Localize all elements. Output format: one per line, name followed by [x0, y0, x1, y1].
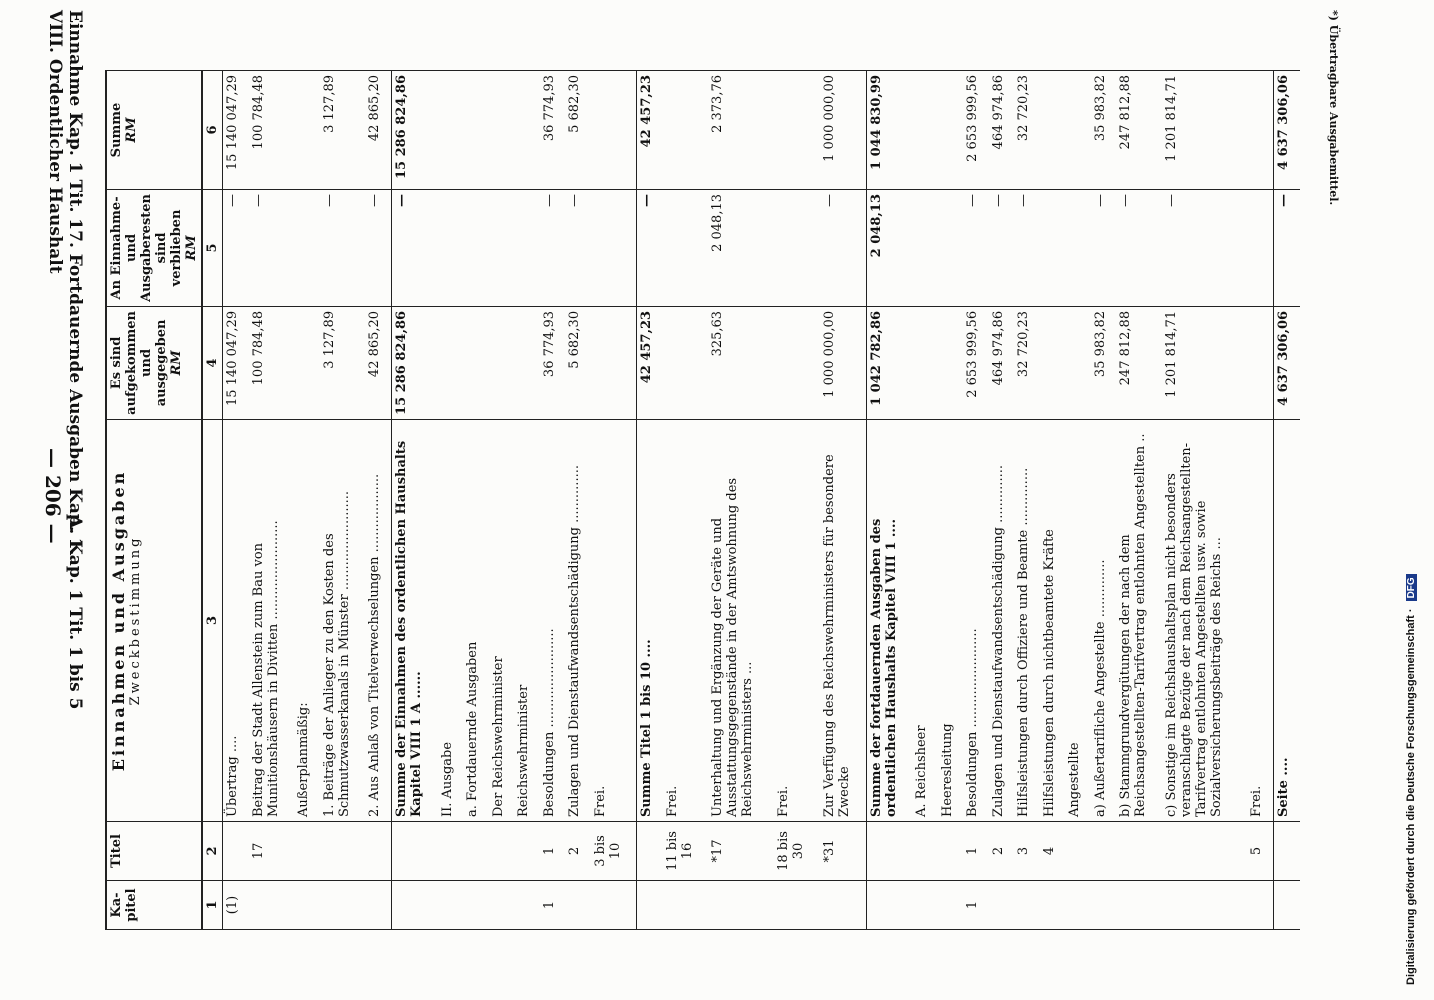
- remainder-cell: —: [249, 190, 295, 307]
- table-row: [320, 71, 366, 930]
- titel-cell: [938, 822, 963, 881]
- remainder-cell: —: [540, 190, 565, 307]
- table-row: [365, 71, 391, 930]
- table-row: [438, 71, 463, 930]
- purpose-cell: Frei.: [663, 419, 709, 821]
- purpose-cell: Besoldungen ........................: [963, 419, 988, 821]
- purpose-cell: a) Außertarifliche Angestellte ..............: [1091, 419, 1116, 821]
- total-cell: 15 140 047,29: [223, 71, 249, 190]
- titel-cell: [1065, 822, 1090, 881]
- remainder-cell: [438, 190, 463, 307]
- total-cell: [1247, 71, 1273, 190]
- table-row: [1247, 71, 1273, 930]
- titel-cell: [365, 822, 391, 881]
- kapitel-cell: [294, 881, 319, 930]
- purpose-cell: Heeresleitung: [938, 419, 963, 821]
- rotated-document: [15, 0, 1360, 1000]
- total-cell: 2 373,76: [708, 71, 774, 190]
- remainder-cell: —: [989, 190, 1014, 307]
- remainder-cell: 2 048,13: [708, 190, 774, 307]
- remainder-cell: —: [1116, 190, 1162, 307]
- kapitel-cell: [489, 881, 514, 930]
- table-row: [866, 71, 912, 930]
- titel-cell: 18 bis 30: [774, 822, 820, 881]
- table-row: [938, 71, 963, 930]
- table-row: [1116, 71, 1162, 930]
- col-number: 4: [202, 306, 223, 419]
- table-row: [1162, 71, 1248, 930]
- kapitel-cell: [820, 881, 866, 930]
- titel-cell: [223, 822, 249, 881]
- credit-text: Digitalisierung gefördert durch die Deutsche Forschungsgemeinschaft ·: [1405, 608, 1417, 985]
- kapitel-cell: [989, 881, 1014, 930]
- total-cell: 3 127,89: [320, 71, 366, 190]
- kapitel-cell: 1: [963, 881, 988, 930]
- amount-cell: 42 457,23: [637, 306, 663, 419]
- amount-cell: 247 812,88: [1116, 306, 1162, 419]
- footnote: *) Übertragbare Ausgabemittel.: [1327, 10, 1340, 206]
- purpose-cell: II. Ausgabe: [438, 419, 463, 821]
- table-row: [637, 71, 663, 930]
- total-cell: 4 637 306,06: [1274, 71, 1300, 190]
- purpose-cell: Frei.: [591, 419, 637, 821]
- titel-cell: 5: [1247, 822, 1273, 881]
- titel-cell: *17: [708, 822, 774, 881]
- header-right: A. Kap. 1 Tit. 1 bis 5: [65, 515, 85, 710]
- digitization-credit: [1405, 574, 1417, 985]
- titel-cell: [489, 822, 514, 881]
- remainder-cell: —: [1014, 190, 1039, 307]
- amount-cell: 3 127,89: [320, 306, 366, 419]
- amount-cell: 4 637 306,06: [1274, 306, 1300, 419]
- amount-cell: 15 286 824,86: [391, 306, 437, 419]
- kapitel-cell: [365, 881, 391, 930]
- amount-cell: [489, 306, 514, 419]
- total-cell: 464 974,86: [989, 71, 1014, 190]
- col-kapitel: Ka-pitel: [106, 881, 202, 930]
- amount-cell: [774, 306, 820, 419]
- table-row: [663, 71, 709, 930]
- remainder-cell: [938, 190, 963, 307]
- table-row: [565, 71, 590, 930]
- remainder-cell: [591, 190, 637, 307]
- amount-cell: 32 720,23: [1014, 306, 1039, 419]
- kapitel-cell: [514, 881, 539, 930]
- total-cell: 36 774,93: [540, 71, 565, 190]
- remainder-cell: —: [391, 190, 437, 307]
- total-cell: 247 812,88: [1116, 71, 1162, 190]
- total-cell: [663, 71, 709, 190]
- purpose-cell: Der Reichswehrminister: [489, 419, 514, 821]
- purpose-cell: Zur Verfügung des Reichswehrministers für besondere Zwecke: [820, 419, 866, 821]
- dfg-logo: DFG: [1406, 574, 1417, 601]
- table-row: [1014, 71, 1039, 930]
- table-body: [223, 71, 1301, 930]
- amount-cell: [294, 306, 319, 419]
- total-cell: [591, 71, 637, 190]
- kapitel-cell: [463, 881, 488, 930]
- titel-cell: *31: [820, 822, 866, 881]
- purpose-cell: Zulagen und Dienstaufwandsentschädigung ..............: [989, 419, 1014, 821]
- table-row: [463, 71, 488, 930]
- purpose-cell: Außerplanmäßig:: [294, 419, 319, 821]
- titel-cell: 1: [540, 822, 565, 881]
- kapitel-cell: [663, 881, 709, 930]
- col-verblieben: [106, 190, 202, 307]
- remainder-cell: [514, 190, 539, 307]
- total-cell: 2 653 999,56: [963, 71, 988, 190]
- remainder-cell: —: [1274, 190, 1300, 307]
- total-cell: 1 000 000,00: [820, 71, 866, 190]
- remainder-cell: [1247, 190, 1273, 307]
- unit-label: RM: [124, 117, 139, 143]
- total-cell: 32 720,23: [1014, 71, 1039, 190]
- table-row: [963, 71, 988, 930]
- amount-cell: 325,63: [708, 306, 774, 419]
- purpose-cell: c) Sonstige im Reichshaushaltsplan nicht besonders veranschlagte Bezüge der nach dem Reichsangestellten-Tarifvertrag entlohnten Angestellten usw. sowie Sozialversicherungsbeiträge des Reichs ...: [1162, 419, 1248, 821]
- page-number: — 206 —: [41, 448, 65, 544]
- titel-cell: [438, 822, 463, 881]
- col-number: 6: [202, 71, 223, 190]
- titel-cell: [463, 822, 488, 881]
- titel-cell: 3 bis 10: [591, 822, 637, 881]
- table-row: [1040, 71, 1065, 930]
- purpose-cell: Angestellte: [1065, 419, 1090, 821]
- titel-cell: 2: [565, 822, 590, 881]
- purpose-cell: A. Reichsheer: [912, 419, 937, 821]
- amount-cell: 100 784,48: [249, 306, 295, 419]
- titel-cell: [866, 822, 912, 881]
- purpose-cell: Frei.: [774, 419, 820, 821]
- col-number: 1: [202, 881, 223, 930]
- kapitel-cell: [1247, 881, 1273, 930]
- amount-cell: [463, 306, 488, 419]
- total-cell: [438, 71, 463, 190]
- kapitel-cell: [866, 881, 912, 930]
- table-row: [1091, 71, 1116, 930]
- remainder-cell: [774, 190, 820, 307]
- titel-cell: [514, 822, 539, 881]
- total-cell: 100 784,48: [249, 71, 295, 190]
- total-cell: 42 865,20: [365, 71, 391, 190]
- col-number: 2: [202, 822, 223, 881]
- purpose-cell: Zulagen und Dienstaufwandsentschädigung ..............: [565, 419, 590, 821]
- amount-cell: 36 774,93: [540, 306, 565, 419]
- total-cell: [774, 71, 820, 190]
- purpose-cell: Hilfsleistungen durch Offiziere und Beamte ..............: [1014, 419, 1039, 821]
- total-cell: 5 682,30: [565, 71, 590, 190]
- col-verblieben-label: An Einnahme- und Ausgaberesten sind verblieben: [109, 194, 184, 302]
- amount-cell: [514, 306, 539, 419]
- remainder-cell: [463, 190, 488, 307]
- kapitel-cell: [1065, 881, 1090, 930]
- purpose-cell: Reichswehrminister: [514, 419, 539, 821]
- amount-cell: 42 865,20: [365, 306, 391, 419]
- titel-cell: 4: [1040, 822, 1065, 881]
- titel-cell: [1162, 822, 1248, 881]
- unit-label: RM: [169, 350, 184, 376]
- purpose-cell: a. Fortdauernde Ausgaben: [463, 419, 488, 821]
- purpose-cell: 1. Beiträge der Anlieger zu den Kosten des Schmutzwasserkanals in Münster ........................: [320, 419, 366, 821]
- amount-cell: [591, 306, 637, 419]
- kapitel-cell: [774, 881, 820, 930]
- table-row: [708, 71, 774, 930]
- amount-cell: [938, 306, 963, 419]
- col-number: 5: [202, 190, 223, 307]
- table-row: [912, 71, 937, 930]
- amount-cell: 1 000 000,00: [820, 306, 866, 419]
- col-number: 3: [202, 419, 223, 821]
- amount-cell: [1247, 306, 1273, 419]
- purpose-cell: b) Stammgrundvergütungen der nach dem Reichsangestellten-Tarifvertrag entlohnten Angestellten ..: [1116, 419, 1162, 821]
- remainder-cell: —: [637, 190, 663, 307]
- table-row: [489, 71, 514, 930]
- remainder-cell: —: [820, 190, 866, 307]
- kapitel-cell: (1): [223, 881, 249, 930]
- remainder-cell: 2 048,13: [866, 190, 912, 307]
- column-number-row: [202, 71, 223, 930]
- col-aufgekommen-label: Es sind aufgekommen und ausgegeben: [109, 311, 169, 415]
- kapitel-cell: [1040, 881, 1065, 930]
- col-summe: [106, 71, 202, 190]
- purpose-cell: Hilfsleistungen durch nichtbeamtete Kräfte: [1040, 419, 1065, 821]
- kapitel-cell: [565, 881, 590, 930]
- kapitel-cell: [249, 881, 295, 930]
- remainder-cell: [912, 190, 937, 307]
- table-row: [774, 71, 820, 930]
- col-summe-label: Summe: [109, 102, 124, 158]
- kapitel-cell: [708, 881, 774, 930]
- col-zweck-sub: Zweckbestimmung: [128, 535, 143, 706]
- titel-cell: 17: [249, 822, 295, 881]
- purpose-cell: Summe der fortdauernden Ausgaben des ordentlichen Haushalts Kapitel VIII 1 ....: [866, 419, 912, 821]
- col-titel: Titel: [106, 822, 202, 881]
- table-row: [1065, 71, 1090, 930]
- table-row: [391, 71, 437, 930]
- header-subtitle: Einnahme Kap. 1 Tit. 17. Fortdauernde Ausgaben Kap. 1.: [65, 10, 85, 556]
- remainder-cell: —: [963, 190, 988, 307]
- total-cell: 15 286 824,86: [391, 71, 437, 190]
- amount-cell: 464 974,86: [989, 306, 1014, 419]
- total-cell: [294, 71, 319, 190]
- table-row: [249, 71, 295, 930]
- titel-cell: 1: [963, 822, 988, 881]
- titel-cell: [294, 822, 319, 881]
- amount-cell: 5 682,30: [565, 306, 590, 419]
- kapitel-cell: [1162, 881, 1248, 930]
- table-row: [989, 71, 1014, 930]
- remainder-cell: —: [565, 190, 590, 307]
- titel-cell: [1116, 822, 1162, 881]
- remainder-cell: —: [1162, 190, 1248, 307]
- kapitel-cell: [637, 881, 663, 930]
- total-cell: [1065, 71, 1090, 190]
- kapitel-cell: [1014, 881, 1039, 930]
- table-row: [820, 71, 866, 930]
- titel-cell: [320, 822, 366, 881]
- total-cell: [489, 71, 514, 190]
- purpose-cell: Beitrag der Stadt Allenstein zum Bau von Munitionshäusern in Divitten ........................: [249, 419, 295, 821]
- unit-label: RM: [184, 235, 199, 261]
- total-cell: 42 457,23: [637, 71, 663, 190]
- total-cell: [463, 71, 488, 190]
- col-zweck: [106, 419, 202, 821]
- total-cell: 35 983,82: [1091, 71, 1116, 190]
- amount-cell: 15 140 047,29: [223, 306, 249, 419]
- kapitel-cell: [1091, 881, 1116, 930]
- table-row: [591, 71, 637, 930]
- remainder-cell: —: [320, 190, 366, 307]
- table-row: [294, 71, 319, 930]
- amount-cell: 2 653 999,56: [963, 306, 988, 419]
- amount-cell: [438, 306, 463, 419]
- kapitel-cell: [391, 881, 437, 930]
- amount-cell: [663, 306, 709, 419]
- titel-cell: [1091, 822, 1116, 881]
- table-row: [540, 71, 565, 930]
- kapitel-cell: [938, 881, 963, 930]
- kapitel-cell: [438, 881, 463, 930]
- amount-cell: 35 983,82: [1091, 306, 1116, 419]
- total-cell: 1 201 814,71: [1162, 71, 1248, 190]
- remainder-cell: —: [365, 190, 391, 307]
- kapitel-cell: 1: [540, 881, 565, 930]
- table-row: [223, 71, 249, 930]
- titel-cell: 11 bis 16: [663, 822, 709, 881]
- remainder-cell: [1040, 190, 1065, 307]
- purpose-cell: 2. Aus Anlaß von Titelverwechselungen ...................: [365, 419, 391, 821]
- col-zweck-title: Einnahmen und Ausgaben: [109, 469, 128, 772]
- total-cell: [938, 71, 963, 190]
- amount-cell: [912, 306, 937, 419]
- purpose-cell: Übertrag ....: [223, 419, 249, 821]
- amount-cell: [1065, 306, 1090, 419]
- remainder-cell: [663, 190, 709, 307]
- kapitel-cell: [591, 881, 637, 930]
- amount-cell: 1 042 782,86: [866, 306, 912, 419]
- titel-cell: 3: [1014, 822, 1039, 881]
- titel-cell: 2: [989, 822, 1014, 881]
- titel-cell: [1274, 822, 1300, 881]
- kapitel-cell: [320, 881, 366, 930]
- amount-cell: [1040, 306, 1065, 419]
- purpose-cell: Seite ....: [1274, 419, 1300, 821]
- titel-cell: [637, 822, 663, 881]
- kapitel-cell: [912, 881, 937, 930]
- table-row: [514, 71, 539, 930]
- purpose-cell: Besoldungen ........................: [540, 419, 565, 821]
- titel-cell: [912, 822, 937, 881]
- total-cell: [912, 71, 937, 190]
- total-cell: [514, 71, 539, 190]
- remainder-cell: [1065, 190, 1090, 307]
- table-row: [1274, 71, 1300, 930]
- kapitel-cell: [1274, 881, 1300, 930]
- budget-table: [105, 70, 1300, 930]
- kapitel-cell: [1116, 881, 1162, 930]
- remainder-cell: —: [223, 190, 249, 307]
- header-title: VIII. Ordentlicher Haushalt: [45, 10, 65, 274]
- amount-cell: 1 201 814,71: [1162, 306, 1248, 419]
- remainder-cell: [294, 190, 319, 307]
- purpose-cell: Summe Titel 1 bis 10 ....: [637, 419, 663, 821]
- total-cell: [1040, 71, 1065, 190]
- titel-cell: [391, 822, 437, 881]
- purpose-cell: Unterhaltung und Ergänzung der Geräte und Ausstattungsgegenstände in der Amtswohnung des Reichswehrministers ...: [708, 419, 774, 821]
- remainder-cell: [489, 190, 514, 307]
- remainder-cell: —: [1091, 190, 1116, 307]
- purpose-cell: Summe der Einnahmen des ordentlichen Haushalts Kapitel VIII 1 A ......: [391, 419, 437, 821]
- purpose-cell: Frei.: [1247, 419, 1273, 821]
- total-cell: 1 044 830,99: [866, 71, 912, 190]
- col-aufgekommen: [106, 306, 202, 419]
